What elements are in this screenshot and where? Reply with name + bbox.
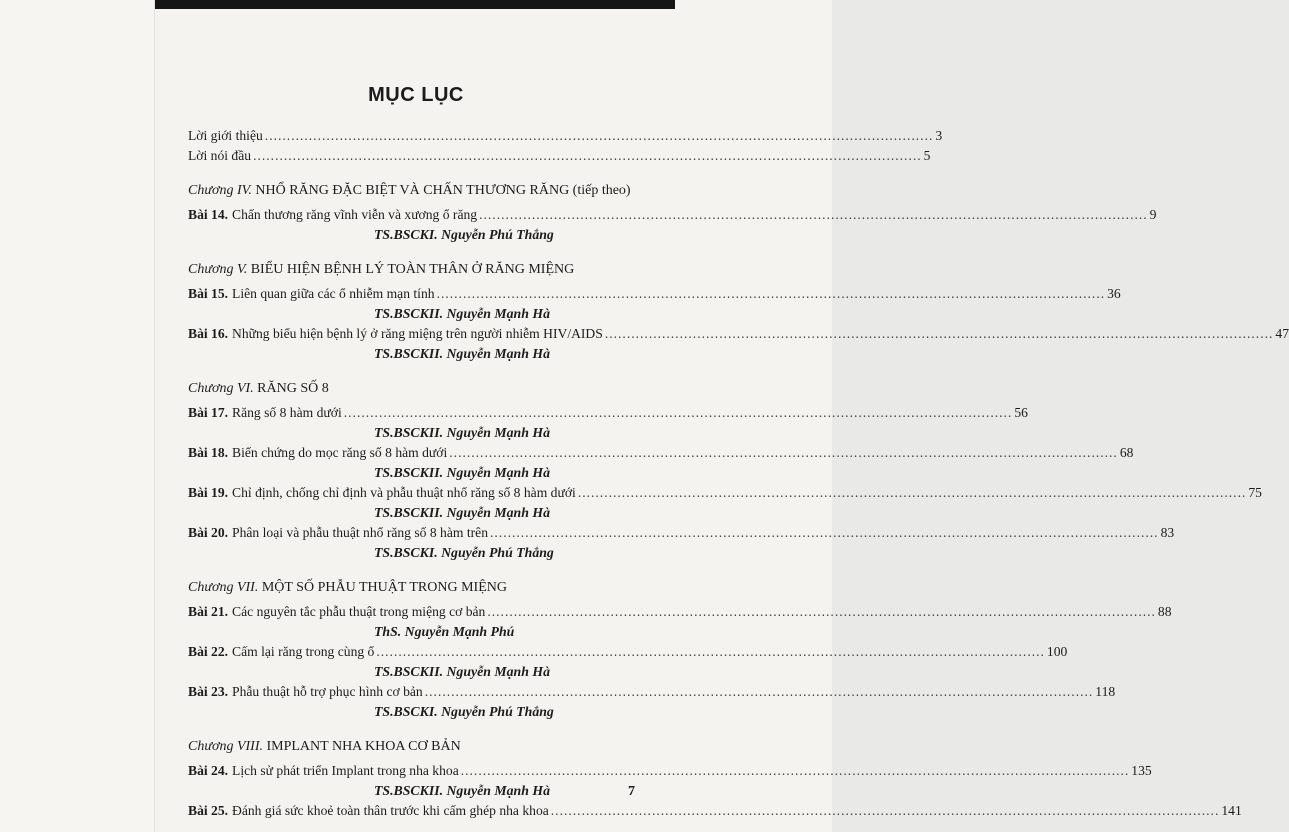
leader-dots: [479, 205, 1148, 225]
toc-entry[interactable]: [188, 602, 1172, 622]
toc-entry-page: 5: [923, 148, 931, 163]
toc-entry-title: Răng số 8 hàm dưới: [232, 405, 342, 420]
lesson-author: TS.BSCKII. Nguyễn Mạnh Hà: [374, 664, 550, 679]
lesson-author: ThS. Nguyễn Mạnh Phú: [374, 624, 515, 639]
toc-entry-page: 88: [1157, 604, 1172, 619]
leader-dots: [605, 324, 1274, 344]
toc-entry-title: Chỉ định, chống chỉ định và phẫu thuật nhổ răng số 8 hàm dưới: [232, 485, 576, 500]
leader-dots: [425, 682, 1094, 702]
leader-dots: [376, 642, 1045, 662]
chapter-title: MỘT SỐ PHẪU THUẬT TRONG MIỆNG: [261, 580, 507, 595]
page-title: MỤC LỤC: [368, 84, 464, 106]
toc-entry-page: 83: [1160, 525, 1175, 540]
toc-entry[interactable]: [188, 642, 1068, 662]
leader-dots: [449, 443, 1118, 463]
lesson-author: TS.BSCKII. Nguyễn Mạnh Hà: [374, 505, 550, 520]
lesson-author: TS.BSCKII. Nguyễn Mạnh Hà: [374, 783, 550, 798]
toc-entry-title: Những biểu hiện bệnh lý ở răng miệng trên người nhiễm HIV/AIDS: [232, 326, 603, 341]
lesson-number: Bài 24.: [188, 763, 229, 778]
toc-entry-page: 135: [1131, 763, 1152, 778]
chapter-heading: [188, 577, 656, 599]
lesson-author: TS.BSCKI. Nguyễn Phú Thắng: [374, 704, 554, 719]
lesson-author: TS.BSCKII. Nguyễn Mạnh Hà: [374, 425, 550, 440]
lesson-author: TS.BSCKI. Nguyễn Phú Thắng: [374, 545, 554, 560]
toc-front-entry[interactable]: [188, 126, 943, 146]
toc-entry[interactable]: [188, 205, 1157, 225]
lesson-author: TS.BSCKII. Nguyễn Mạnh Hà: [374, 306, 550, 321]
leader-dots: [487, 602, 1156, 622]
lesson-number: Bài 25.: [188, 803, 229, 818]
toc-entry-title: Đánh giá sức khoẻ toàn thân trước khi cấm ghép nha khoa: [232, 803, 549, 818]
chapter-heading: [188, 736, 656, 758]
lesson-author: TS.BSCKI. Nguyễn Phú Thắng: [374, 227, 554, 242]
toc-entry-page: 3: [935, 128, 943, 143]
toc-entry-title: Lời nói đầu: [188, 148, 252, 163]
toc-entry-page: 36: [1107, 286, 1121, 301]
top-edge-bar: [155, 0, 675, 9]
lesson-number: Bài 16.: [188, 326, 229, 341]
chapter-title: RĂNG SỐ 8: [257, 381, 329, 396]
page-margin: [0, 0, 155, 832]
toc-entry-title: Lời giới thiệu: [188, 128, 263, 143]
toc-entry[interactable]: [188, 403, 1028, 423]
leader-dots: [578, 483, 1247, 503]
toc-entry-page: 68: [1119, 445, 1134, 460]
lesson-number: Bài 18.: [188, 445, 229, 460]
leader-dots: [344, 403, 1013, 423]
toc-front-entry[interactable]: [188, 146, 931, 166]
lesson-number: Bài 22.: [188, 644, 229, 659]
toc-entry-title: Phân loại và phẫu thuật nhổ răng số 8 hàm trên: [232, 525, 488, 540]
toc-entry[interactable]: [188, 324, 1289, 344]
chapter-title: BIỂU HIỆN BỆNH LÝ TOÀN THÂN Ở RĂNG MIỆNG: [250, 262, 575, 277]
lesson-number: Bài 20.: [188, 525, 229, 540]
toc-entry-page: 9: [1149, 207, 1157, 222]
lesson-number: Bài 21.: [188, 604, 229, 619]
chapter-title: IMPLANT NHA KHOA CƠ BẢN: [266, 739, 461, 754]
lesson-author: TS.BSCKII. Nguyễn Mạnh Hà: [374, 346, 550, 361]
leader-dots: [490, 523, 1159, 543]
leader-dots: [551, 801, 1220, 821]
toc-entry-title: Phẫu thuật hỗ trợ phục hình cơ bản: [232, 684, 423, 699]
chapter-heading: [188, 378, 656, 400]
page-number: 7: [628, 784, 635, 799]
leader-dots: [437, 284, 1106, 304]
toc-entry-page: 141: [1221, 803, 1242, 818]
toc-entry-title: Lịch sử phát triển Implant trong nha khoa: [232, 763, 459, 778]
toc-entry[interactable]: [188, 483, 1262, 503]
toc-entry-title: Cấm lại răng trong cùng ổ: [232, 644, 375, 659]
toc-entry[interactable]: [188, 523, 1175, 543]
toc-entry-title: Chấn thương răng vĩnh viễn và xương ổ răng: [232, 207, 478, 222]
chapter-title: NHỔ RĂNG ĐẶC BIỆT VÀ CHẤN THƯƠNG RĂNG (tiếp theo): [255, 183, 631, 198]
toc-entry-page: 100: [1046, 644, 1068, 659]
chapter-label: Chương VIII.: [188, 739, 263, 754]
lesson-author: TS.BSCKII. Nguyễn Mạnh Hà: [374, 465, 550, 480]
toc-entry-title: Liên quan giữa các ổ nhiễm mạn tính: [232, 286, 435, 301]
toc-entry[interactable]: [188, 443, 1134, 463]
toc-entry-page: 75: [1248, 485, 1262, 500]
chapter-label: Chương VII.: [188, 580, 259, 595]
chapter-label: Chương VI.: [188, 381, 254, 396]
lesson-number: Bài 19.: [188, 485, 229, 500]
lesson-number: Bài 14.: [188, 207, 229, 222]
toc-entry[interactable]: [188, 284, 1121, 304]
chapter-heading: [188, 180, 656, 202]
leader-dots: [461, 761, 1130, 781]
leader-dots: [265, 126, 934, 146]
chapter-label: Chương IV.: [188, 183, 252, 198]
toc-entry[interactable]: [188, 682, 1116, 702]
toc-entry-title: Các nguyên tắc phẫu thuật trong miệng cơ bản: [232, 604, 486, 619]
toc-entry[interactable]: [188, 761, 1152, 781]
chapter-label: Chương V.: [188, 262, 248, 277]
toc-entry-page: 47: [1275, 326, 1289, 341]
lesson-number: Bài 15.: [188, 286, 229, 301]
lesson-number: Bài 23.: [188, 684, 229, 699]
toc-entry[interactable]: [188, 801, 1242, 821]
lesson-number: Bài 17.: [188, 405, 229, 420]
toc-entry-title: Biến chứng do mọc răng số 8 hàm dưới: [232, 445, 448, 460]
table-of-contents: [188, 126, 1289, 821]
chapter-heading: [188, 259, 656, 281]
toc-entry-page: 118: [1095, 684, 1116, 699]
toc-entry-page: 56: [1014, 405, 1028, 420]
leader-dots: [253, 146, 922, 166]
